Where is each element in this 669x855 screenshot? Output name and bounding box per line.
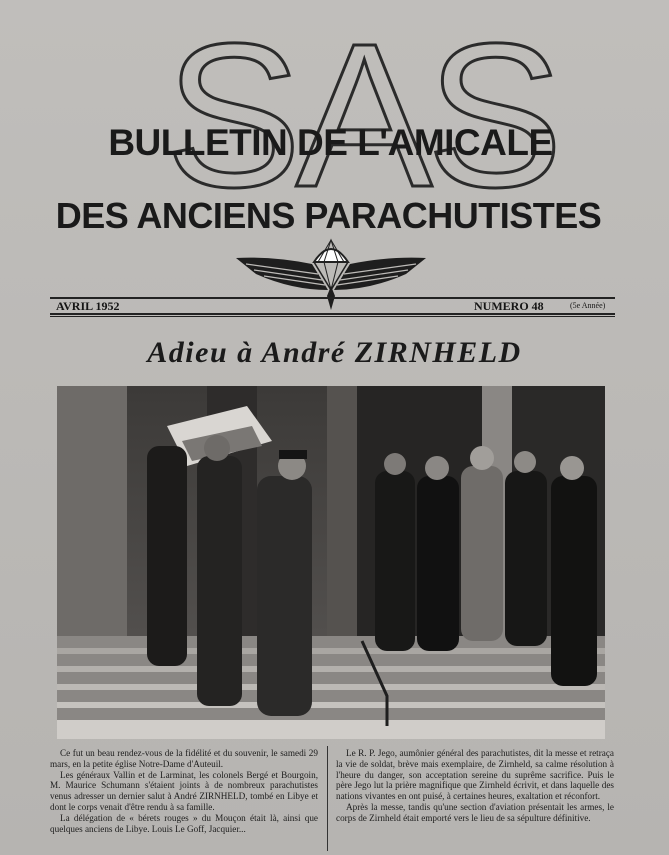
article-paragraph: Les généraux Vallin et de Larminat, les colonels Bergé et Bourgoin, M. Maurice Schumann s'étaient joints à de nombreux parachutistes venus adresser un dernier salut à André ZIRNHELD, tombé en Libye et dont le corps venait d'être rendu à sa famille. — [50, 769, 318, 812]
article-paragraph: Après la messe, tandis qu'une section d'aviation présentait les armes, le corps de Zirnheld était emporté vers le lieu de sa sépulture définitive. — [336, 801, 614, 823]
logo-letter: S — [426, 1, 558, 230]
article-paragraph: Le R. P. Jego, aumônier général des parachutistes, dit la messe et retraça la vie de soldat, brève mais exemplaire, de Zirnheld, sa calme résolution à l'heure du danger, son acceptation sereine du suprême sacrifice. Puis le père Jego lut la prière magnifique que Zirnheld écrivit, et dans laquelle des nations vivantes en ont puisé, à certaines heures, exaltation et réconfort. — [336, 748, 614, 802]
logo-letter: S — [165, 1, 296, 230]
logo-letter: A — [295, 1, 427, 230]
masthead-title-line1: BULLETIN DE L'AMICALE — [108, 122, 553, 163]
funeral-procession-photo — [57, 386, 605, 739]
header-rule — [50, 313, 615, 315]
article-headline: Adieu à André ZIRNHELD — [147, 336, 522, 369]
article-column-left — [50, 748, 318, 834]
winged-parachute-icon — [232, 234, 430, 312]
masthead-title-line2: DES ANCIENS PARACHUTISTES — [55, 195, 602, 236]
header-rule — [50, 316, 615, 317]
column-divider — [327, 746, 328, 851]
article-paragraph: La délégation de « bérets rouges » du Mouçon était là, ainsi que quelques anciens de Libye. Louis Le Goff, Jacquier... — [50, 812, 318, 834]
issue-number: NUMERO 48 — [474, 299, 544, 313]
article-column-right — [336, 748, 614, 824]
issue-date: AVRIL 1952 — [56, 299, 120, 313]
article-paragraph: Ce fut un beau rendez-vous de la fidélité et du souvenir, le samedi 29 mars, en la petite église Notre-Dame d'Auteuil. — [50, 748, 318, 769]
issue-year: (5e Année) — [570, 301, 606, 310]
